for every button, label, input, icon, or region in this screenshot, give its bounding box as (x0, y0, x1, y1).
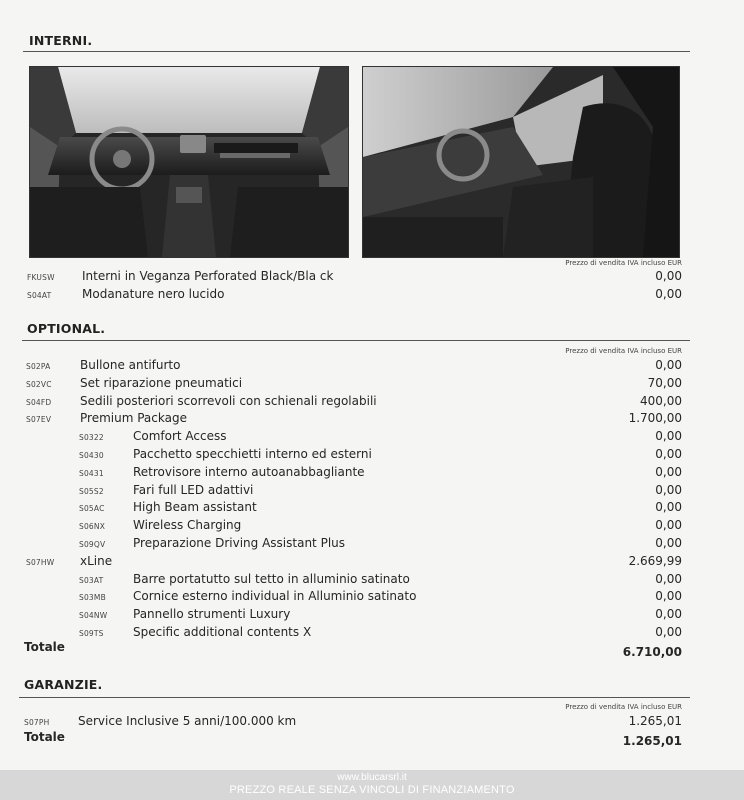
item-code: S05S2 (79, 486, 104, 496)
item-price: 400,00 (640, 393, 682, 408)
item-code: S0430 (79, 451, 104, 460)
item-description: Bullone antifurto (80, 358, 181, 372)
item-description: Cornice esterno individual in Alluminio satinato (133, 589, 417, 604)
sub-item-row (0, 482, 744, 500)
item-code: S06NX (79, 522, 106, 532)
section-title-interni: INTERNI. (29, 33, 93, 48)
item-price: 0,00 (655, 589, 682, 604)
item-row (0, 410, 744, 428)
item-description: xLine (80, 553, 113, 568)
item-price: 0,00 (655, 287, 682, 301)
item-code: FKUSW (27, 273, 55, 282)
sub-item-row (0, 535, 744, 553)
section-title-optional: OPTIONAL. (27, 321, 106, 336)
car-interior-front-photo (29, 66, 349, 258)
item-code: S02PA (26, 362, 51, 371)
item-description: Pannello strumenti Luxury (133, 607, 291, 622)
item-code: S07HW (26, 557, 55, 567)
item-description: Set riparazione pneumatici (80, 375, 243, 390)
item-description: Comfort Access (133, 429, 227, 444)
item-code: S03AT (79, 575, 104, 585)
item-description: Premium Package (80, 411, 187, 426)
sub-item-row (0, 428, 744, 446)
item-description: Modanature nero lucido (82, 287, 225, 301)
section-title-garanzie: GARANZIE. (24, 677, 103, 692)
car-interior-side-photo (362, 66, 680, 258)
page-footer (0, 770, 744, 800)
item-description: Pacchetto specchietti interno ed esterni (133, 447, 372, 461)
item-price: 0,00 (655, 482, 682, 497)
item-row (0, 286, 744, 304)
garanzie-total-row (0, 729, 744, 747)
item-code: S0322 (79, 433, 104, 443)
item-code: S0431 (79, 468, 104, 478)
optional-total-label: Totale (24, 640, 65, 654)
item-row (0, 393, 744, 411)
item-code: S04NW (79, 611, 108, 621)
item-price: 1.700,00 (628, 411, 682, 426)
item-price: 0,00 (655, 607, 682, 622)
item-price: 0,00 (655, 500, 682, 515)
sub-item-row (0, 588, 744, 606)
item-code: S09TS (79, 629, 104, 638)
sub-item-row (0, 606, 744, 624)
footer-website: www.blucarsrl.it (337, 772, 407, 783)
item-price: 0,00 (655, 518, 682, 533)
sub-item-row (0, 464, 744, 482)
optional-total-value: 6.710,00 (622, 645, 682, 659)
item-row (0, 357, 744, 375)
item-price: 0,00 (655, 429, 682, 444)
item-description: Retrovisore interno autoanabbagliante (133, 464, 365, 479)
item-description: Interni in Veganza Perforated Black/Bla ck (82, 269, 334, 283)
sub-item-row (0, 517, 744, 535)
optional-total-row (0, 639, 744, 657)
section-rule-interni (23, 51, 690, 52)
item-price: 1.265,01 (628, 714, 682, 728)
item-code: S02VC (26, 379, 52, 389)
sub-item-row (0, 571, 744, 589)
price-header-interni: Prezzo di vendita IVA incluso EUR (565, 259, 682, 267)
item-description: Preparazione Driving Assistant Plus (133, 536, 346, 550)
footer-claim: PREZZO REALE SENZA VINCOLI DI FINANZIAMENTO (229, 784, 515, 796)
item-row (0, 268, 744, 286)
item-code: S07PH (24, 718, 50, 727)
garanzie-total-value: 1.265,01 (622, 734, 682, 748)
item-price: 0,00 (655, 269, 682, 283)
item-description: Sedili posteriori scorrevoli con schienali regolabili (80, 393, 377, 408)
item-description: Service Inclusive 5 anni/100.000 km (78, 714, 297, 728)
price-header-optional: Prezzo di vendita IVA incluso EUR (565, 347, 682, 355)
item-code: S05AC (79, 504, 105, 514)
item-price: 0,00 (655, 464, 682, 479)
item-code: S04FD (26, 397, 52, 407)
item-code: S03MB (79, 593, 106, 603)
item-price: 70,00 (647, 375, 682, 390)
item-price: 2.669,99 (628, 553, 682, 568)
item-code: S04AT (27, 291, 52, 300)
item-row (0, 375, 744, 393)
item-price: 0,00 (655, 447, 682, 461)
price-header-garanzie: Prezzo di vendita IVA incluso EUR (565, 703, 682, 711)
item-price: 0,00 (655, 625, 682, 639)
section-rule-optional (22, 340, 690, 341)
item-description: Barre portatutto sul tetto in alluminio satinato (133, 571, 410, 586)
item-code: S07EV (26, 415, 52, 425)
item-code: S09QV (79, 540, 106, 549)
section-rule-garanzie (19, 697, 690, 698)
sub-item-row (0, 446, 744, 464)
item-price: 0,00 (655, 536, 682, 550)
item-price: 0,00 (655, 571, 682, 586)
item-description: High Beam assistant (133, 500, 257, 515)
item-price: 0,00 (655, 358, 682, 372)
item-description: Fari full LED adattivi (133, 482, 254, 497)
garanzie-total-label: Totale (24, 730, 65, 744)
item-row (0, 553, 744, 571)
sub-item-row (0, 499, 744, 517)
item-description: Specific additional contents X (133, 625, 312, 639)
item-description: Wireless Charging (133, 518, 242, 533)
